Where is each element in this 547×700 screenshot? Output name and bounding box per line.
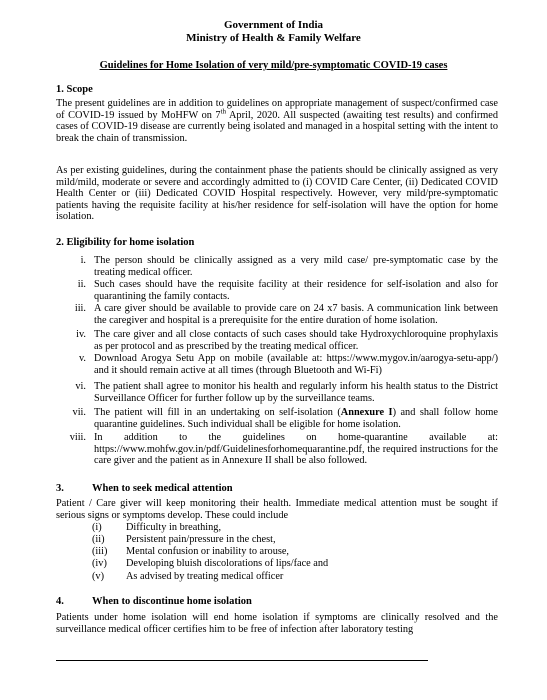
section-title: When to discontinue home isolation — [92, 596, 252, 607]
item-number: (ii) — [92, 534, 105, 545]
footer-divider — [56, 660, 428, 661]
item-text: The care giver and all close contacts of such cases should take Hydroxychloroquine prophylaxis as per protocol and as prescribed by the treating medical officer. — [94, 329, 498, 352]
item-number: viii. — [69, 432, 86, 443]
discontinue-paragraph: Patients under home isolation will end home isolation if symptoms are clinically resolved and the surveillance medical officer certifies him to be free of infection after laboratory testing — [56, 612, 498, 635]
item-text: Developing bluish discolorations of lips/face and — [126, 558, 329, 569]
item-text: A care giver should be available to provide care on 24 x7 basis. A communication link between the caregiver and hospital is a prerequisite for the entire duration of home isolation. — [94, 303, 498, 326]
item-number: vi. — [75, 381, 86, 392]
scope-para1-text-b: April, 2020. All suspected (awaiting test results) and confirmed cases of COVID-19 disease are currently being isolated and managed in a hospital setting with the intent to break the chain of transmission. — [56, 109, 499, 144]
item-text: As advised by treating medical officer — [126, 571, 284, 582]
item-number: (iii) — [92, 546, 108, 557]
header-government: Government of India — [224, 19, 323, 31]
item-text: Difficulty in breathing, — [126, 522, 222, 533]
item-number: i. — [80, 255, 86, 266]
item-number: (iv) — [92, 558, 107, 569]
scope-paragraph-2: As per existing guidelines, during the containment phase the patients should be clinically assigned as very mild/mild, moderate or severe and accordingly admitted to (i) COVID Care Center, (ii) Dedicated COVID Health Center or (iii) Dedicated COVID Hospital respectively. However, very mild/pre-symptomatic patients having the requisite facility at his/her residence for self-isolation will have the option for home isolation. — [56, 165, 498, 222]
header-ministry: Ministry of Health & Family Welfare — [186, 32, 361, 44]
item-text: Mental confusion or inability to arouse, — [126, 546, 290, 557]
item-text: Persistent pain/pressure in the chest, — [126, 534, 276, 545]
item-number: iii. — [74, 303, 86, 314]
item-number: (v) — [92, 571, 105, 582]
seek-paragraph: Patient / Care giver will keep monitoring their health. Immediate medical attention must be sought if serious signs or symptoms develop. These could include — [56, 498, 498, 521]
section-scope-heading: 1. Scope — [56, 84, 93, 95]
item-text: The patient shall agree to monitor his health and regularly inform his health status to the District Surveillance Officer for further follow up by the surveillance teams. — [94, 381, 498, 404]
item-number: ii. — [77, 279, 86, 290]
section-number: 4. — [56, 596, 64, 607]
item-text: In addition to the guidelines on home-quarantine available at: https://www.mohfw.gov.in/pdf/Guidelinesforhomequarantine.pdf, the required instructions for the care giver and the patient as in Annexure II shall be also followed. — [94, 432, 498, 466]
item-number: v. — [78, 353, 86, 364]
item-number: iv. — [76, 329, 86, 340]
scope-paragraph-1 — [56, 98, 498, 144]
document-title: Guidelines for Home Isolation of very mild/pre-symptomatic COVID-19 cases — [99, 60, 448, 71]
item-text: The person should be clinically assigned as a very mild case/ pre-symptomatic case by the treating medical officer. — [94, 255, 498, 278]
item-text-part: ) and shall follow home quarantine guidelines. Such individual shall be eligible for home isolation. — [94, 407, 498, 430]
scope-para1-text-a: The present guidelines are in addition to guidelines on appropriate management of suspect/confirmed case of COVID-19 issued by MoHFW on 7 — [56, 98, 498, 121]
section-title: When to seek medical attention — [92, 483, 233, 494]
annexure-label: Annexure I — [340, 407, 393, 418]
section-number: 3. — [56, 483, 64, 494]
item-text: Such cases should have the requisite facility at their residence for self-isolation and also for quarantining the family contacts. — [94, 279, 498, 302]
section-eligibility-heading: 2. Eligibility for home isolation — [56, 237, 195, 248]
section-discontinue-heading — [56, 596, 252, 607]
item-number: (i) — [92, 522, 102, 533]
item-text-part: The patient will fill in an undertaking on self-isolation ( — [94, 407, 341, 418]
section-seek-heading — [56, 483, 233, 494]
item-text: Download Arogya Setu App on mobile (available at: https://www.mygov.in/aarogya-setu-app/) and it should remain active at all times (through Bluetooth and Wi-Fi) — [94, 353, 498, 376]
item-text — [94, 407, 498, 430]
item-number: vii. — [72, 407, 86, 418]
scope-para1-sup: th — [220, 107, 227, 116]
